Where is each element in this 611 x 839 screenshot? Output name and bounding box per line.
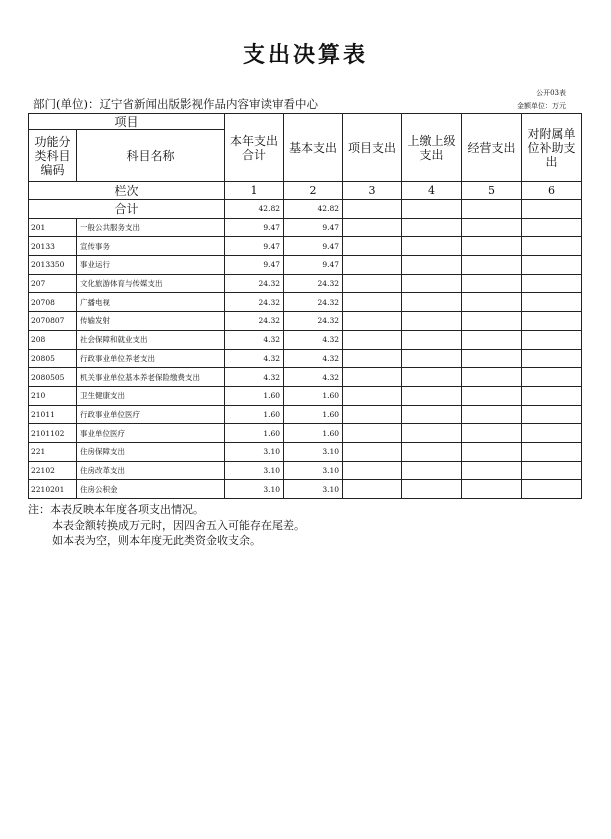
empty-cell	[402, 424, 462, 443]
empty-cell	[522, 368, 582, 387]
basic-expenditure-value: 9.47	[284, 237, 343, 256]
note-line: 本表金额转换成万元时，因四舍五入可能存在尾差。	[52, 518, 305, 532]
total-expenditure-value: 24.32	[225, 293, 284, 312]
column-index: 4	[402, 182, 462, 200]
header-remit-superior: 上缴上级支出	[402, 114, 462, 182]
header-code: 功能分类科目编码	[29, 130, 77, 182]
total-expenditure-value: 9.47	[225, 237, 284, 256]
lanci-label: 栏次	[29, 182, 225, 200]
table-row	[29, 349, 582, 368]
empty-cell	[462, 330, 522, 349]
note-line: 如本表为空，则本年度无此类资金收支余。	[52, 534, 261, 547]
empty-cell	[462, 424, 522, 443]
empty-cell	[402, 368, 462, 387]
column-index: 2	[284, 182, 343, 200]
subject-code: 208	[29, 330, 77, 349]
table-row	[29, 480, 582, 499]
empty-cell	[402, 237, 462, 256]
table-row	[29, 405, 582, 424]
subject-name: 社会保障和就业支出	[77, 330, 225, 349]
empty-cell	[462, 480, 522, 499]
empty-cell	[402, 349, 462, 368]
header-total-expenditure: 本年支出合计	[225, 114, 284, 182]
header-name: 科目名称	[77, 130, 225, 182]
note-line: 注：本表反映本年度各项支出情况。	[28, 503, 204, 516]
table-row	[29, 256, 582, 275]
empty-cell	[462, 274, 522, 293]
subject-name: 住房改革支出	[77, 461, 225, 480]
expenditure-table	[28, 113, 582, 499]
subject-name: 机关事业单位基本养老保险缴费支出	[77, 368, 225, 387]
department-label: 部门(单位)：辽宁省新闻出版影视作品内容审读审看中心	[33, 97, 318, 111]
table-row	[29, 461, 582, 480]
empty-cell	[462, 442, 522, 461]
header-operating-expenditure: 经营支出	[462, 114, 522, 182]
total-expenditure-value: 9.47	[225, 218, 284, 237]
total-expenditure-value: 1.60	[225, 386, 284, 405]
empty-cell	[343, 461, 402, 480]
empty-cell	[522, 293, 582, 312]
empty-cell	[343, 274, 402, 293]
empty-cell	[402, 274, 462, 293]
empty-cell	[462, 349, 522, 368]
subject-name: 文化旅游体育与传媒支出	[77, 274, 225, 293]
empty-cell	[522, 405, 582, 424]
empty-cell	[462, 405, 522, 424]
empty-cell	[522, 349, 582, 368]
basic-expenditure-value: 24.32	[284, 293, 343, 312]
table-row	[29, 368, 582, 387]
subject-name: 住房公积金	[77, 480, 225, 499]
empty-cell	[402, 405, 462, 424]
column-index: 3	[343, 182, 402, 200]
subject-name: 事业单位医疗	[77, 424, 225, 443]
empty-cell	[402, 293, 462, 312]
column-index: 1	[225, 182, 284, 200]
empty-cell	[462, 256, 522, 275]
subject-code: 2210201	[29, 480, 77, 499]
subject-name: 事业运行	[77, 256, 225, 275]
subject-code: 210	[29, 386, 77, 405]
empty-cell	[402, 461, 462, 480]
empty-cell	[462, 368, 522, 387]
empty-cell	[522, 386, 582, 405]
total-expenditure-value: 3.10	[225, 461, 284, 480]
table-row	[29, 218, 582, 237]
empty-cell	[402, 330, 462, 349]
basic-expenditure-value: 1.60	[284, 405, 343, 424]
subject-code: 207	[29, 274, 77, 293]
header-basic-expenditure: 基本支出	[284, 114, 343, 182]
basic-expenditure-value: 3.10	[284, 461, 343, 480]
empty-cell	[462, 386, 522, 405]
subject-code: 221	[29, 442, 77, 461]
subject-code: 20805	[29, 349, 77, 368]
empty-cell	[343, 293, 402, 312]
basic-expenditure-value: 3.10	[284, 480, 343, 499]
empty-cell	[522, 312, 582, 331]
basic-expenditure-value: 4.32	[284, 349, 343, 368]
empty-cell	[462, 461, 522, 480]
total-expenditure-value: 3.10	[225, 442, 284, 461]
empty-cell	[343, 312, 402, 331]
empty-cell	[343, 256, 402, 275]
empty-cell	[522, 330, 582, 349]
notes	[28, 502, 305, 549]
empty-cell	[343, 405, 402, 424]
total-expenditure-value: 9.47	[225, 256, 284, 275]
total-row	[29, 200, 582, 219]
empty-cell	[402, 442, 462, 461]
table-row	[29, 293, 582, 312]
table-row	[29, 312, 582, 331]
empty-cell	[402, 386, 462, 405]
empty-cell	[343, 386, 402, 405]
total-expenditure-value: 24.32	[225, 274, 284, 293]
basic-expenditure-value: 4.32	[284, 368, 343, 387]
subject-code: 21011	[29, 405, 77, 424]
total-expenditure-value: 1.60	[225, 405, 284, 424]
basic-expenditure-value: 4.32	[284, 330, 343, 349]
table-row	[29, 424, 582, 443]
total-expenditure-value: 4.32	[225, 349, 284, 368]
empty-cell	[343, 218, 402, 237]
subject-name: 住房保障支出	[77, 442, 225, 461]
empty-cell	[343, 368, 402, 387]
empty-cell	[462, 200, 522, 219]
table-row	[29, 274, 582, 293]
subject-code: 2101102	[29, 424, 77, 443]
empty-cell	[522, 274, 582, 293]
total-expenditure-value: 24.32	[225, 312, 284, 331]
page-title: 支出决算表	[242, 43, 368, 68]
basic-expenditure-value: 1.60	[284, 386, 343, 405]
total-value: 42.82	[225, 200, 284, 219]
empty-cell	[462, 293, 522, 312]
subject-name: 卫生健康支出	[77, 386, 225, 405]
subject-name: 传输发射	[77, 312, 225, 331]
basic-expenditure-value: 9.47	[284, 218, 343, 237]
total-expenditure-value: 3.10	[225, 480, 284, 499]
unit-label: 金额单位：万元	[517, 102, 566, 110]
basic-expenditure-value: 1.60	[284, 424, 343, 443]
empty-cell	[343, 349, 402, 368]
header-project: 项目	[29, 114, 225, 130]
basic-expenditure-value: 3.10	[284, 442, 343, 461]
empty-cell	[462, 312, 522, 331]
empty-cell	[402, 218, 462, 237]
total-expenditure-value: 1.60	[225, 424, 284, 443]
empty-cell	[402, 312, 462, 331]
column-index: 6	[522, 182, 582, 200]
total-expenditure-value: 4.32	[225, 330, 284, 349]
empty-cell	[343, 200, 402, 219]
empty-cell	[522, 200, 582, 219]
form-code: 公开03表	[536, 89, 566, 97]
subject-code: 20133	[29, 237, 77, 256]
subject-code: 2080505	[29, 368, 77, 387]
subject-name: 宣传事务	[77, 237, 225, 256]
empty-cell	[402, 200, 462, 219]
table-row	[29, 386, 582, 405]
empty-cell	[522, 480, 582, 499]
empty-cell	[343, 480, 402, 499]
subject-code: 20708	[29, 293, 77, 312]
subject-code: 22102	[29, 461, 77, 480]
empty-cell	[343, 330, 402, 349]
table-row	[29, 237, 582, 256]
table-row	[29, 330, 582, 349]
table-row	[29, 442, 582, 461]
empty-cell	[522, 442, 582, 461]
empty-cell	[343, 442, 402, 461]
column-index: 5	[462, 182, 522, 200]
empty-cell	[522, 256, 582, 275]
empty-cell	[462, 237, 522, 256]
subject-code: 201	[29, 218, 77, 237]
empty-cell	[402, 256, 462, 275]
subject-name: 广播电视	[77, 293, 225, 312]
empty-cell	[522, 461, 582, 480]
subject-name: 行政事业单位养老支出	[77, 349, 225, 368]
subject-name: 行政事业单位医疗	[77, 405, 225, 424]
header-subsidy-affiliates: 对附属单位补助支出	[522, 114, 582, 182]
total-label: 合计	[29, 200, 225, 219]
basic-expenditure-value: 9.47	[284, 256, 343, 275]
empty-cell	[522, 237, 582, 256]
subject-code: 2013350	[29, 256, 77, 275]
empty-cell	[522, 218, 582, 237]
empty-cell	[522, 424, 582, 443]
empty-cell	[343, 424, 402, 443]
header-project-expenditure: 项目支出	[343, 114, 402, 182]
empty-cell	[343, 237, 402, 256]
basic-expenditure-value: 24.32	[284, 312, 343, 331]
basic-expenditure-value: 24.32	[284, 274, 343, 293]
total-basic-value: 42.82	[284, 200, 343, 219]
subject-name: 一般公共服务支出	[77, 218, 225, 237]
total-expenditure-value: 4.32	[225, 368, 284, 387]
empty-cell	[402, 480, 462, 499]
subject-code: 2070807	[29, 312, 77, 331]
empty-cell	[462, 218, 522, 237]
